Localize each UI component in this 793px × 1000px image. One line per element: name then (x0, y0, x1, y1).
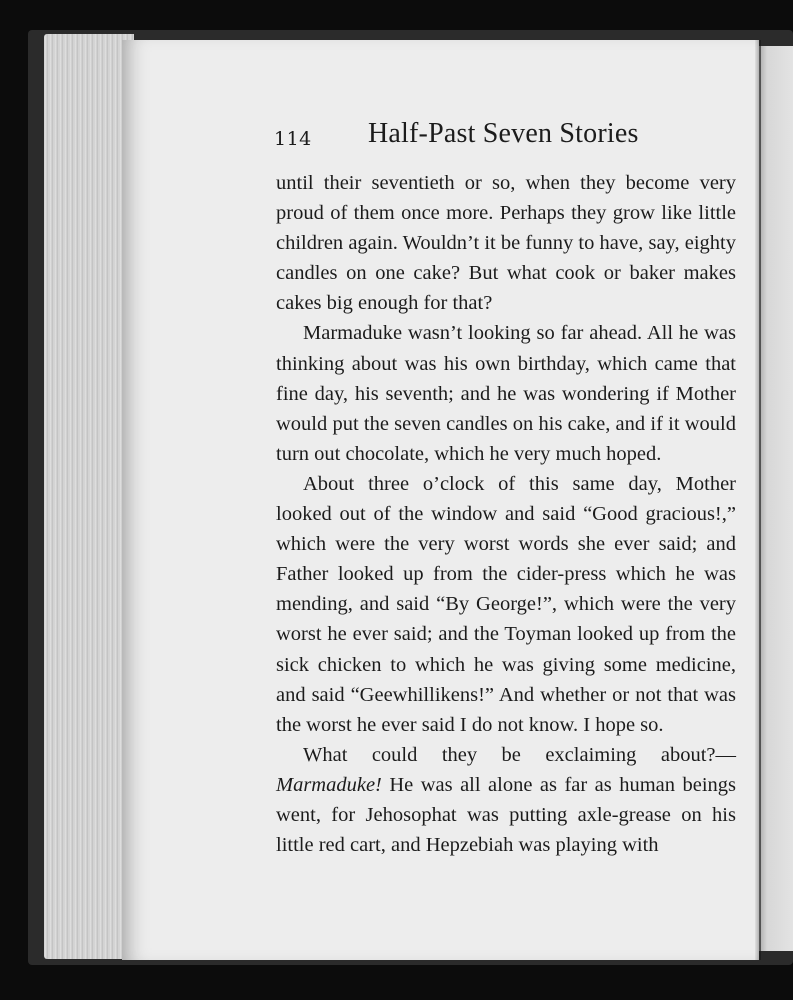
gutter-shadow (755, 40, 761, 960)
running-title: Half-Past Seven Stories (368, 118, 639, 149)
paragraph: About three o’clock of this same day, Mother looked out of the window and said “Good gracious!,” which were the very worst words she ever said; and Father looked up from the cider-press which he was mending, and said “By George!”, which were the very worst he ever said; and the Toyman looked up from the sick chicken to which he was giving some medicine, and said “Geewhillikens!” And whether or not that was the worst he ever said I do not know. I hope so. (276, 472, 736, 736)
paragraph: until their seventieth or so, when they become very proud of them once more. Perhaps they grow like little children again. Wouldn’t it be funny to have, say, eighty candles on one cake? But what cook or baker makes cakes big enough for that? (276, 172, 736, 315)
page-number: 114 (274, 128, 312, 150)
paragraph: Marmaduke wasn’t looking so far ahead. All he was thinking about was his own birthday, which came that fine day, his seventh; and he was wondering if Mother would put the seven candles on his cake, and if it would turn out chocolate, which he very much hoped. (276, 322, 736, 465)
italic-name: Marmaduke! (276, 773, 382, 796)
page-header (274, 118, 714, 158)
paragraph (276, 740, 736, 860)
paragraph-text: He was all alone as far as human beings went, for Jehosophat was putting axle-grease on his little red cart, and Hepzebiah was playing with (276, 773, 736, 857)
body-text (276, 168, 736, 860)
facing-page-edge (759, 46, 793, 951)
paragraph-text: What could they be exclaiming about?— (303, 743, 736, 766)
page-edges (44, 34, 134, 959)
